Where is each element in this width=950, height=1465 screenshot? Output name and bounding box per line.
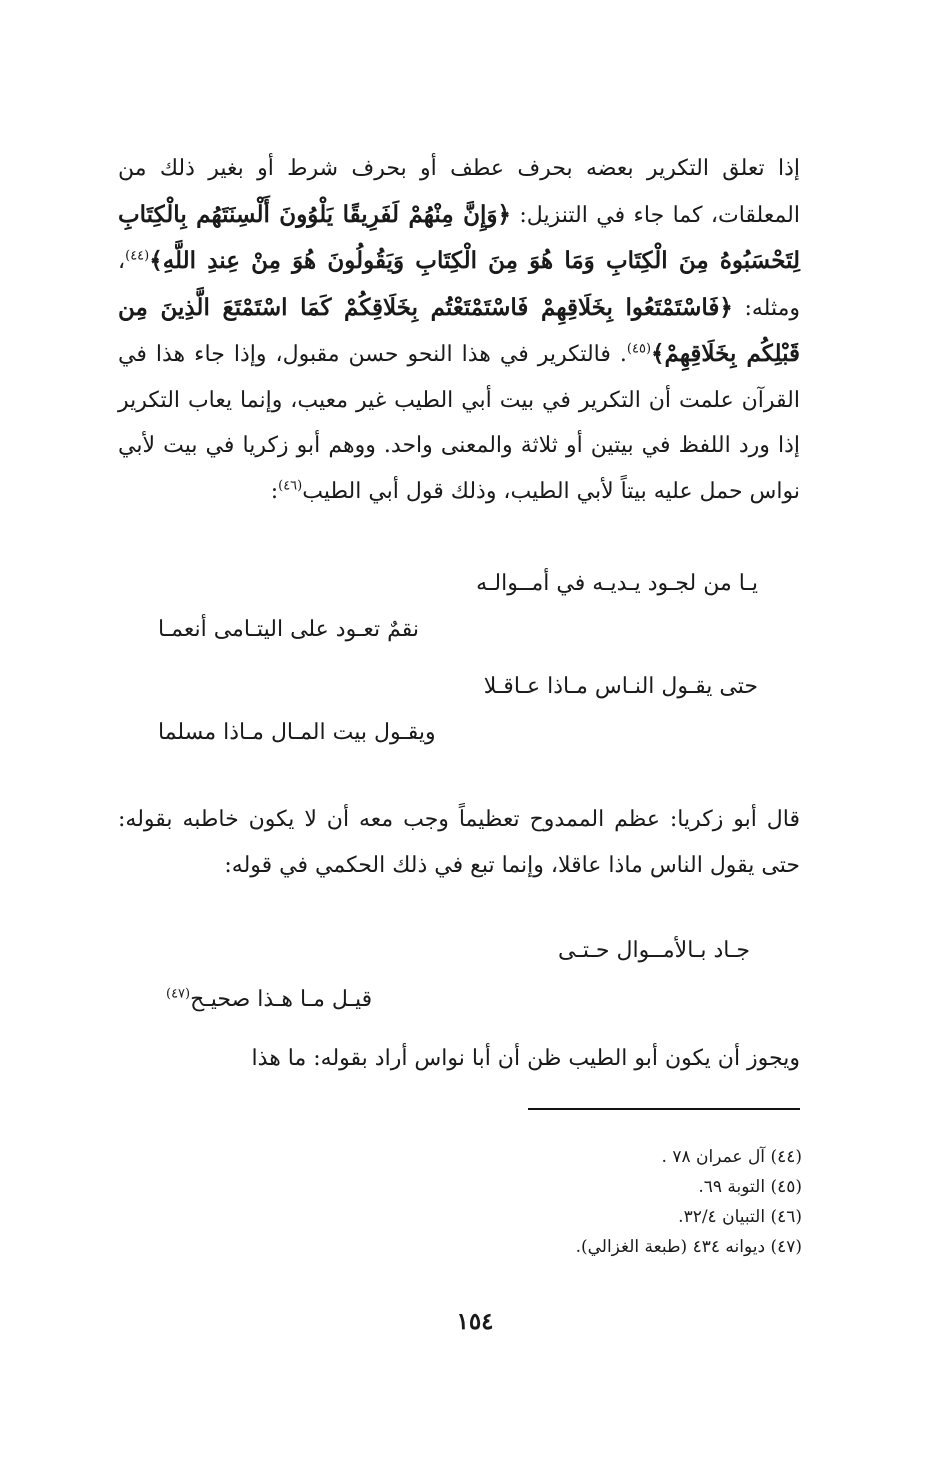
- paragraph-3: ويجوز أن يكون أبو الطيب ظن أن أبا نواس أراد بقوله: ما هذا: [251, 1046, 800, 1071]
- poem-1-line-4: ويقـول بيت المـال مـاذا مسلما: [158, 720, 436, 745]
- footnote-45: [382, 1172, 802, 1202]
- paragraph-1: [118, 146, 800, 514]
- poem-2-line-2-text: قيـل مـا هـذا صحيـح: [190, 987, 373, 1012]
- footnote-44: [382, 1142, 802, 1172]
- footnotes-list: [382, 1142, 802, 1262]
- poem-2-line-1: جـاد بـالأمــوال حـتـى: [558, 938, 750, 963]
- footnote-ref-44: (٤٤): [125, 248, 150, 264]
- footnote-separator: [528, 1108, 800, 1110]
- footnote-44-number: (٤٤): [770, 1147, 802, 1167]
- poem-1-line-1: يـا من لجـود يـديـه في أمــوالـه: [476, 571, 758, 596]
- footnote-46: [382, 1202, 802, 1232]
- poem-2-line-2: [166, 987, 372, 1012]
- footnote-45-number: (٤٥): [770, 1177, 802, 1197]
- footnote-46-text: التبيان ٣٢/٤.: [678, 1207, 771, 1227]
- footnote-45-text: التوبة ٦٩.: [698, 1177, 771, 1197]
- footnote-47-number: (٤٧): [770, 1237, 802, 1257]
- footnote-47-text: ديوانه ٤٣٤ (طبعة الغزالي).: [575, 1237, 771, 1257]
- poem-1-line-2: نقمٌ تعـود على اليتـامى أنعمـا: [158, 617, 420, 642]
- paragraph-2: قال أبو زكريا: عظم الممدوح تعظيماً وجب معه أن لا يكون خاطبه بقوله: حتى يقول الناس ماذا عاقلا، وإنما تبع في ذلك الحكمي في قوله:: [118, 807, 800, 878]
- footnote-ref-47: (٤٧): [166, 986, 191, 1002]
- page-number: ١٥٤: [456, 1308, 494, 1335]
- paragraph-1-text-c: . فالتكرير في هذا النحو حسن مقبول، وإذا جاء هذا في القرآن علمت أن التكرير في بيت أبي الطيب غير معيب، وإنما يعاب التكرير إذا ورد اللفظ في بيتين أو ثلاثة والمعنى واحد. ووهم أبو زكريا في بيت لأبي نواس حمل عليه بيتاً لأبي الطيب، وذلك قول أبي الطيب: [118, 342, 800, 504]
- poem-1-line-3: حتى يقـول النـاس مـاذا عـاقـلا: [483, 674, 758, 699]
- footnote-46-number: (٤٦): [770, 1207, 802, 1227]
- footnote-ref-45: (٤٥): [626, 341, 652, 357]
- paragraph-1-text-d: :: [270, 478, 279, 504]
- footnote-ref-46: (٤٦): [278, 478, 303, 494]
- quran-quote-2: ﴿فَاسْتَمْتَعُوا بِخَلَاقِهِمْ فَاسْتَمْتَعْتُم بِخَلَاقِكُمْ كَمَا اسْتَمْتَعَ الَّذِينَ مِن قَبْلِكُم بِخَلَاقِهِمْ﴾: [118, 293, 800, 367]
- paragraph-1-text-b: ، ومثله:: [118, 249, 800, 321]
- footnote-44-text: آل عمران ٧٨ .: [661, 1147, 771, 1167]
- footnote-47: [382, 1232, 802, 1262]
- quran-quote-1: ﴿وَإِنَّ مِنْهُمْ لَفَرِيقًا يَلْوُونَ أَلْسِنَتَهُم بِالْكِتَابِ لِتَحْسَبُوهُ مِنَ الْكِتَابِ وَمَا هُوَ مِنَ الْكِتَابِ وَيَقُولُونَ هُوَ مِنْ عِندِ اللَّهِ﴾: [118, 200, 800, 274]
- paragraph-1-text-a: إذا تعلق التكرير بعضه بحرف عطف أو بحرف شرط أو بغير ذلك من المعلقات، كما جاء في التنزيل:: [118, 156, 800, 228]
